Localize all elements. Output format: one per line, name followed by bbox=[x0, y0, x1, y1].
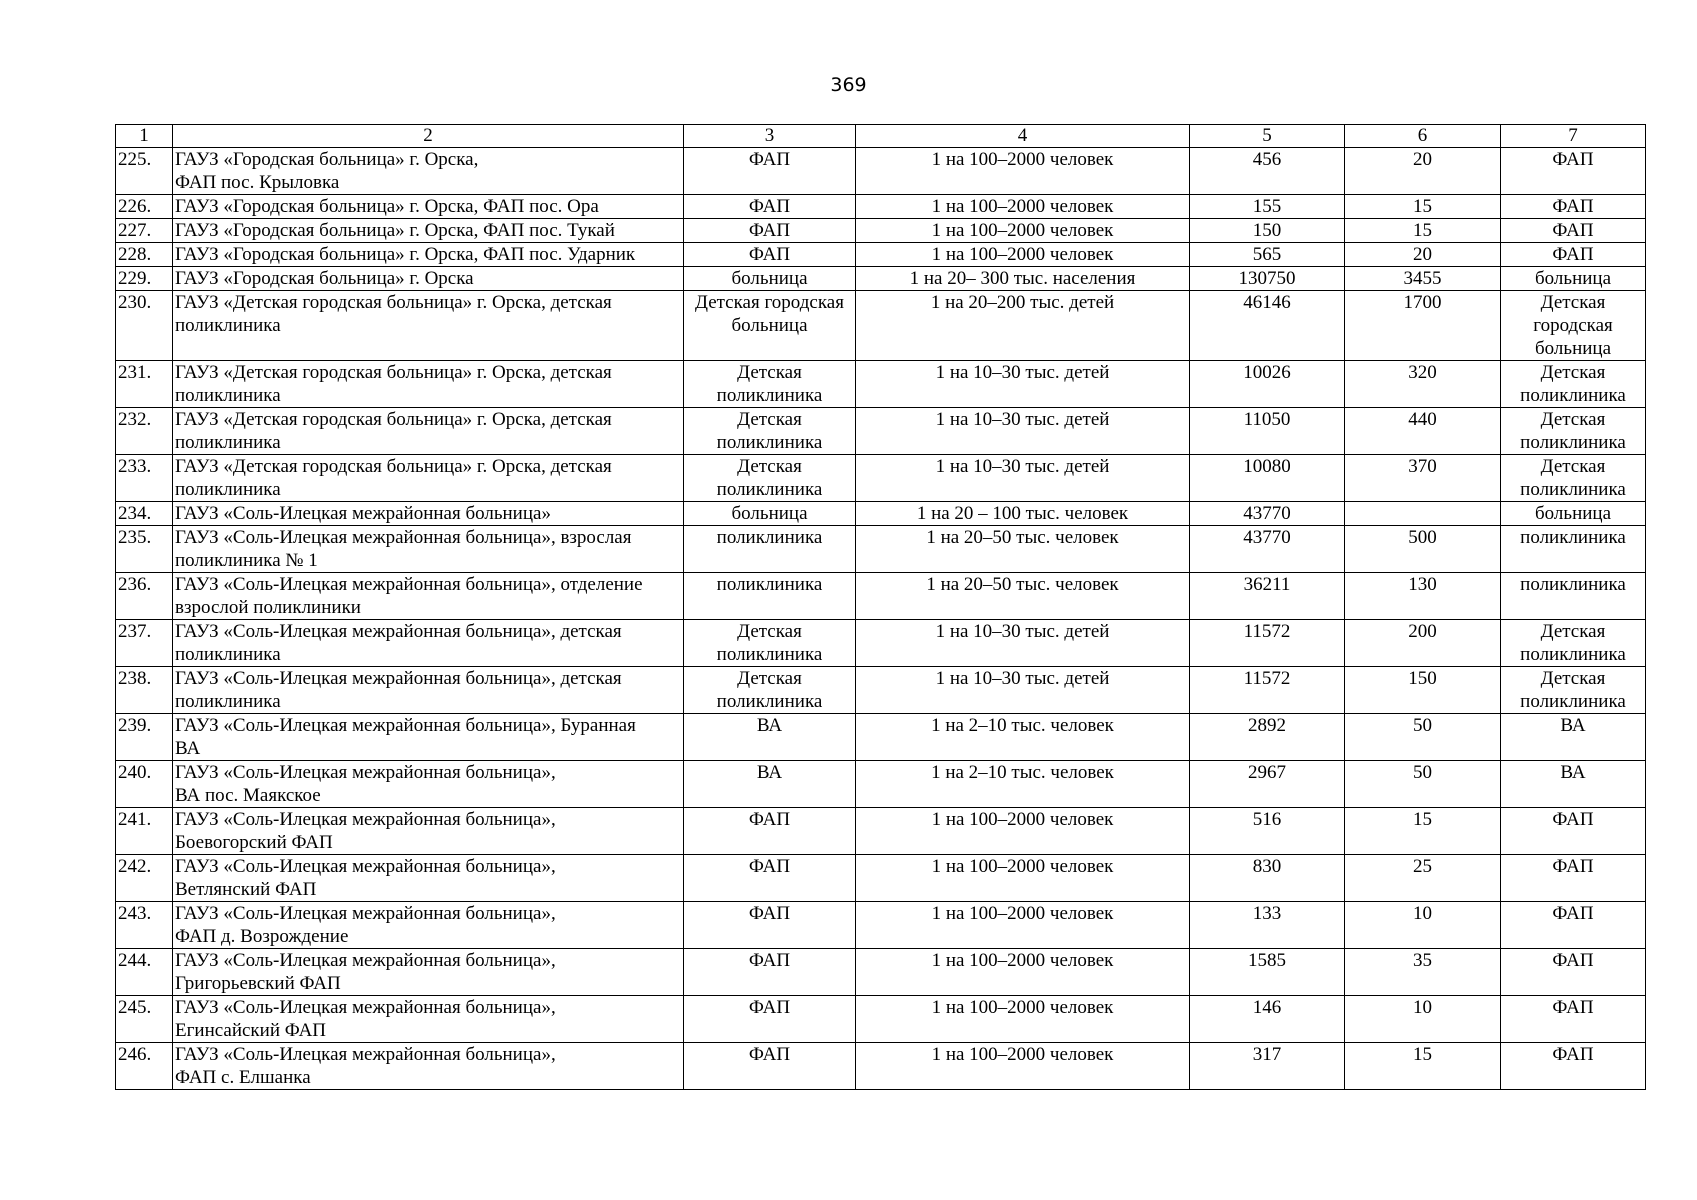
service-norm: 1 на 20–200 тыс. детей bbox=[856, 291, 1190, 361]
facility-type: ФАП bbox=[684, 148, 856, 195]
population-value: 155 bbox=[1190, 195, 1345, 219]
row-number: 240. bbox=[116, 761, 173, 808]
capacity-value: 10 bbox=[1345, 996, 1501, 1043]
facility-type: ФАП bbox=[684, 808, 856, 855]
facility-type: Детская поликлиника bbox=[684, 667, 856, 714]
facility-name-line: ГАУЗ «Соль-Илецкая межрайонная больница», детская bbox=[175, 668, 622, 689]
capacity-value: 35 bbox=[1345, 949, 1501, 996]
capacity-value: 200 bbox=[1345, 620, 1501, 667]
row-number: 239. bbox=[116, 714, 173, 761]
column-header: 1 bbox=[116, 125, 173, 148]
facility-name-line: ГАУЗ «Соль-Илецкая межрайонная больница», bbox=[175, 903, 556, 924]
facility-category: ФАП bbox=[1501, 808, 1646, 855]
facility-category: Детская поликлиника bbox=[1501, 455, 1646, 502]
facility-category: больница bbox=[1501, 267, 1646, 291]
facility-category: ФАП bbox=[1501, 219, 1646, 243]
facility-category: ФАП bbox=[1501, 195, 1646, 219]
capacity-value: 15 bbox=[1345, 1043, 1501, 1090]
facility-name-line: ФАП с. Елшанка bbox=[175, 1067, 311, 1088]
facility-category: ФАП bbox=[1501, 148, 1646, 195]
row-number: 238. bbox=[116, 667, 173, 714]
row-number: 245. bbox=[116, 996, 173, 1043]
service-norm: 1 на 20 – 100 тыс. человек bbox=[856, 502, 1190, 526]
facility-category: ФАП bbox=[1501, 855, 1646, 902]
facility-type: ФАП bbox=[684, 902, 856, 949]
service-norm: 1 на 20–50 тыс. человек bbox=[856, 526, 1190, 573]
facility-type: ВА bbox=[684, 714, 856, 761]
facility-name bbox=[173, 148, 684, 195]
table-body bbox=[116, 148, 1646, 1090]
service-norm: 1 на 20– 300 тыс. населения bbox=[856, 267, 1190, 291]
population-value: 36211 bbox=[1190, 573, 1345, 620]
facility-name-line: Егинсайский ФАП bbox=[175, 1020, 327, 1041]
facility-name-line: поликлиника bbox=[175, 385, 281, 406]
facilities-table bbox=[115, 124, 1646, 1090]
row-number: 225. bbox=[116, 148, 173, 195]
facility-category: Детская поликлиника bbox=[1501, 667, 1646, 714]
table-row bbox=[116, 855, 1646, 902]
service-norm: 1 на 2–10 тыс. человек bbox=[856, 761, 1190, 808]
facility-name-line: ГАУЗ «Соль-Илецкая межрайонная больница», детская bbox=[175, 621, 622, 642]
capacity-value: 500 bbox=[1345, 526, 1501, 573]
population-value: 1585 bbox=[1190, 949, 1345, 996]
facility-type: ФАП bbox=[684, 996, 856, 1043]
table-row bbox=[116, 219, 1646, 243]
population-value: 133 bbox=[1190, 902, 1345, 949]
population-value: 2967 bbox=[1190, 761, 1345, 808]
population-value: 43770 bbox=[1190, 502, 1345, 526]
column-header: 5 bbox=[1190, 125, 1345, 148]
population-value: 146 bbox=[1190, 996, 1345, 1043]
service-norm: 1 на 10–30 тыс. детей bbox=[856, 667, 1190, 714]
service-norm: 1 на 10–30 тыс. детей bbox=[856, 408, 1190, 455]
facility-name-line: ГАУЗ «Соль-Илецкая межрайонная больница», bbox=[175, 1044, 556, 1065]
facility-name bbox=[173, 761, 684, 808]
facility-category: ВА bbox=[1501, 761, 1646, 808]
row-number: 235. bbox=[116, 526, 173, 573]
facility-name bbox=[173, 361, 684, 408]
facility-type: больница bbox=[684, 267, 856, 291]
page-number: 369 bbox=[830, 74, 867, 96]
facility-type: больница bbox=[684, 502, 856, 526]
facility-type: ФАП bbox=[684, 949, 856, 996]
service-norm: 1 на 10–30 тыс. детей bbox=[856, 455, 1190, 502]
facility-name-line: поликлиника bbox=[175, 644, 281, 665]
population-value: 456 bbox=[1190, 148, 1345, 195]
facility-category: ВА bbox=[1501, 714, 1646, 761]
table-row bbox=[116, 291, 1646, 361]
population-value: 565 bbox=[1190, 243, 1345, 267]
facility-name bbox=[173, 808, 684, 855]
facility-name-line: ГАУЗ «Соль-Илецкая межрайонная больница», bbox=[175, 762, 556, 783]
capacity-value: 10 bbox=[1345, 902, 1501, 949]
facility-name bbox=[173, 243, 684, 267]
row-number: 232. bbox=[116, 408, 173, 455]
row-number: 230. bbox=[116, 291, 173, 361]
table-row bbox=[116, 620, 1646, 667]
population-value: 46146 bbox=[1190, 291, 1345, 361]
facility-name-line: ГАУЗ «Городская больница» г. Орска, ФАП пос. Тукай bbox=[175, 220, 615, 241]
capacity-value: 15 bbox=[1345, 219, 1501, 243]
facility-name-line: поликлиника bbox=[175, 691, 281, 712]
facility-name-line: ГАУЗ «Соль-Илецкая межрайонная больница», bbox=[175, 809, 556, 830]
facility-name-line: взрослой поликлиники bbox=[175, 597, 361, 618]
table-row bbox=[116, 949, 1646, 996]
table-row bbox=[116, 502, 1646, 526]
row-number: 226. bbox=[116, 195, 173, 219]
facility-name bbox=[173, 526, 684, 573]
row-number: 246. bbox=[116, 1043, 173, 1090]
population-value: 11050 bbox=[1190, 408, 1345, 455]
facility-name-line: Григорьевский ФАП bbox=[175, 973, 341, 994]
table-row bbox=[116, 761, 1646, 808]
service-norm: 1 на 100–2000 человек bbox=[856, 902, 1190, 949]
population-value: 10080 bbox=[1190, 455, 1345, 502]
facility-name bbox=[173, 620, 684, 667]
facility-type: ФАП bbox=[684, 1043, 856, 1090]
population-value: 11572 bbox=[1190, 667, 1345, 714]
facility-category: ФАП bbox=[1501, 949, 1646, 996]
capacity-value: 25 bbox=[1345, 855, 1501, 902]
row-number: 236. bbox=[116, 573, 173, 620]
population-value: 130750 bbox=[1190, 267, 1345, 291]
facility-category: поликлиника bbox=[1501, 526, 1646, 573]
facility-name bbox=[173, 902, 684, 949]
table-row bbox=[116, 714, 1646, 761]
facility-name bbox=[173, 502, 684, 526]
facility-name bbox=[173, 267, 684, 291]
population-value: 516 bbox=[1190, 808, 1345, 855]
facility-type: ФАП bbox=[684, 219, 856, 243]
population-value: 830 bbox=[1190, 855, 1345, 902]
table-row bbox=[116, 902, 1646, 949]
row-number: 234. bbox=[116, 502, 173, 526]
table-row bbox=[116, 996, 1646, 1043]
facility-name-line: ФАП д. Возрождение bbox=[175, 926, 349, 947]
facility-name bbox=[173, 1043, 684, 1090]
table-row bbox=[116, 361, 1646, 408]
facility-name bbox=[173, 195, 684, 219]
table-row bbox=[116, 148, 1646, 195]
service-norm: 1 на 100–2000 человек bbox=[856, 195, 1190, 219]
facility-type: Детская поликлиника bbox=[684, 408, 856, 455]
facility-name-line: ГАУЗ «Городская больница» г. Орска, ФАП пос. Ударник bbox=[175, 244, 636, 265]
facility-type: ФАП bbox=[684, 195, 856, 219]
service-norm: 1 на 100–2000 человек bbox=[856, 996, 1190, 1043]
row-number: 237. bbox=[116, 620, 173, 667]
service-norm: 1 на 100–2000 человек bbox=[856, 219, 1190, 243]
facility-name-line: ГАУЗ «Городская больница» г. Орска, ФАП пос. Ора bbox=[175, 196, 599, 217]
column-header: 3 bbox=[684, 125, 856, 148]
facility-name bbox=[173, 408, 684, 455]
facility-name-line: ГАУЗ «Городская больница» г. Орска bbox=[175, 268, 474, 289]
capacity-value: 320 bbox=[1345, 361, 1501, 408]
table-row bbox=[116, 808, 1646, 855]
capacity-value: 370 bbox=[1345, 455, 1501, 502]
facility-category: больница bbox=[1501, 502, 1646, 526]
facility-name-line: ГАУЗ «Соль-Илецкая межрайонная больница», взрослая bbox=[175, 527, 632, 548]
service-norm: 1 на 100–2000 человек bbox=[856, 949, 1190, 996]
facility-name-line: ВА пос. Маякское bbox=[175, 785, 321, 806]
table-row bbox=[116, 267, 1646, 291]
row-number: 241. bbox=[116, 808, 173, 855]
row-number: 233. bbox=[116, 455, 173, 502]
facility-name bbox=[173, 855, 684, 902]
row-number: 243. bbox=[116, 902, 173, 949]
capacity-value bbox=[1345, 502, 1501, 526]
capacity-value: 150 bbox=[1345, 667, 1501, 714]
facility-name-line: ГАУЗ «Соль-Илецкая межрайонная больница», отделение bbox=[175, 574, 643, 595]
facility-name-line: ВА bbox=[175, 738, 201, 759]
row-number: 242. bbox=[116, 855, 173, 902]
service-norm: 1 на 100–2000 человек bbox=[856, 808, 1190, 855]
table-row bbox=[116, 195, 1646, 219]
capacity-value: 15 bbox=[1345, 195, 1501, 219]
row-number: 231. bbox=[116, 361, 173, 408]
table-row bbox=[116, 408, 1646, 455]
facility-name bbox=[173, 291, 684, 361]
population-value: 43770 bbox=[1190, 526, 1345, 573]
capacity-value: 50 bbox=[1345, 761, 1501, 808]
table-row bbox=[116, 573, 1646, 620]
capacity-value: 15 bbox=[1345, 808, 1501, 855]
facility-name-line: ГАУЗ «Соль-Илецкая межрайонная больница» bbox=[175, 503, 551, 524]
facility-name bbox=[173, 455, 684, 502]
facility-name bbox=[173, 949, 684, 996]
header-row bbox=[116, 125, 1646, 148]
facility-name-line: ГАУЗ «Соль-Илецкая межрайонная больница», bbox=[175, 856, 556, 877]
population-value: 11572 bbox=[1190, 620, 1345, 667]
service-norm: 1 на 10–30 тыс. детей bbox=[856, 620, 1190, 667]
facility-name-line: ГАУЗ «Соль-Илецкая межрайонная больница», Буранная bbox=[175, 715, 636, 736]
facility-name-line: ГАУЗ «Детская городская больница» г. Орска, детская bbox=[175, 409, 612, 430]
facility-category: Детская поликлиника bbox=[1501, 361, 1646, 408]
facility-name bbox=[173, 219, 684, 243]
capacity-value: 3455 bbox=[1345, 267, 1501, 291]
table-row bbox=[116, 243, 1646, 267]
service-norm: 1 на 100–2000 человек bbox=[856, 243, 1190, 267]
service-norm: 1 на 100–2000 человек bbox=[856, 148, 1190, 195]
facility-name bbox=[173, 714, 684, 761]
facility-category: ФАП bbox=[1501, 243, 1646, 267]
population-value: 2892 bbox=[1190, 714, 1345, 761]
facility-name-line: Боевогорский ФАП bbox=[175, 832, 333, 853]
facility-type: Детская поликлиника bbox=[684, 455, 856, 502]
capacity-value: 130 bbox=[1345, 573, 1501, 620]
row-number: 227. bbox=[116, 219, 173, 243]
population-value: 317 bbox=[1190, 1043, 1345, 1090]
service-norm: 1 на 100–2000 человек bbox=[856, 1043, 1190, 1090]
facility-category: поликлиника bbox=[1501, 573, 1646, 620]
facility-category: Детская поликлиника bbox=[1501, 408, 1646, 455]
service-norm: 1 на 10–30 тыс. детей bbox=[856, 361, 1190, 408]
facility-name-line: Ветлянский ФАП bbox=[175, 879, 317, 900]
row-number: 229. bbox=[116, 267, 173, 291]
capacity-value: 1700 bbox=[1345, 291, 1501, 361]
service-norm: 1 на 2–10 тыс. человек bbox=[856, 714, 1190, 761]
capacity-value: 50 bbox=[1345, 714, 1501, 761]
row-number: 228. bbox=[116, 243, 173, 267]
facility-type: поликлиника bbox=[684, 573, 856, 620]
facility-type: Детская поликлиника bbox=[684, 361, 856, 408]
column-header: 6 bbox=[1345, 125, 1501, 148]
facility-category: Детская городская больница bbox=[1501, 291, 1646, 361]
facility-name-line: ГАУЗ «Соль-Илецкая межрайонная больница», bbox=[175, 997, 556, 1018]
facility-name-line: ГАУЗ «Детская городская больница» г. Орска, детская bbox=[175, 292, 612, 313]
table-row bbox=[116, 667, 1646, 714]
facility-name bbox=[173, 996, 684, 1043]
facility-category: ФАП bbox=[1501, 1043, 1646, 1090]
facility-type: ВА bbox=[684, 761, 856, 808]
facility-name-line: поликлиника № 1 bbox=[175, 550, 318, 571]
facility-category: ФАП bbox=[1501, 996, 1646, 1043]
capacity-value: 20 bbox=[1345, 148, 1501, 195]
column-header: 2 bbox=[173, 125, 684, 148]
facility-name-line: ГАУЗ «Городская больница» г. Орска, bbox=[175, 149, 479, 170]
facility-name-line: поликлиника bbox=[175, 432, 281, 453]
table-row bbox=[116, 455, 1646, 502]
column-header: 4 bbox=[856, 125, 1190, 148]
facility-name-line: ГАУЗ «Соль-Илецкая межрайонная больница», bbox=[175, 950, 556, 971]
facility-name-line: ГАУЗ «Детская городская больница» г. Орска, детская bbox=[175, 456, 612, 477]
population-value: 150 bbox=[1190, 219, 1345, 243]
facility-type: Детская поликлиника bbox=[684, 620, 856, 667]
population-value: 10026 bbox=[1190, 361, 1345, 408]
column-header: 7 bbox=[1501, 125, 1646, 148]
facility-type: ФАП bbox=[684, 243, 856, 267]
facility-type: ФАП bbox=[684, 855, 856, 902]
facility-type: Детская городская больница bbox=[684, 291, 856, 361]
service-norm: 1 на 100–2000 человек bbox=[856, 855, 1190, 902]
facility-category: ФАП bbox=[1501, 902, 1646, 949]
table-row bbox=[116, 1043, 1646, 1090]
facility-name bbox=[173, 667, 684, 714]
table-row bbox=[116, 526, 1646, 573]
facility-name-line: ФАП пос. Крыловка bbox=[175, 172, 340, 193]
facility-name-line: поликлиника bbox=[175, 479, 281, 500]
capacity-value: 20 bbox=[1345, 243, 1501, 267]
facility-name bbox=[173, 573, 684, 620]
capacity-value: 440 bbox=[1345, 408, 1501, 455]
facility-category: Детская поликлиника bbox=[1501, 620, 1646, 667]
row-number: 244. bbox=[116, 949, 173, 996]
service-norm: 1 на 20–50 тыс. человек bbox=[856, 573, 1190, 620]
facility-name-line: ГАУЗ «Детская городская больница» г. Орска, детская bbox=[175, 362, 612, 383]
facility-type: поликлиника bbox=[684, 526, 856, 573]
facility-name-line: поликлиника bbox=[175, 315, 281, 336]
